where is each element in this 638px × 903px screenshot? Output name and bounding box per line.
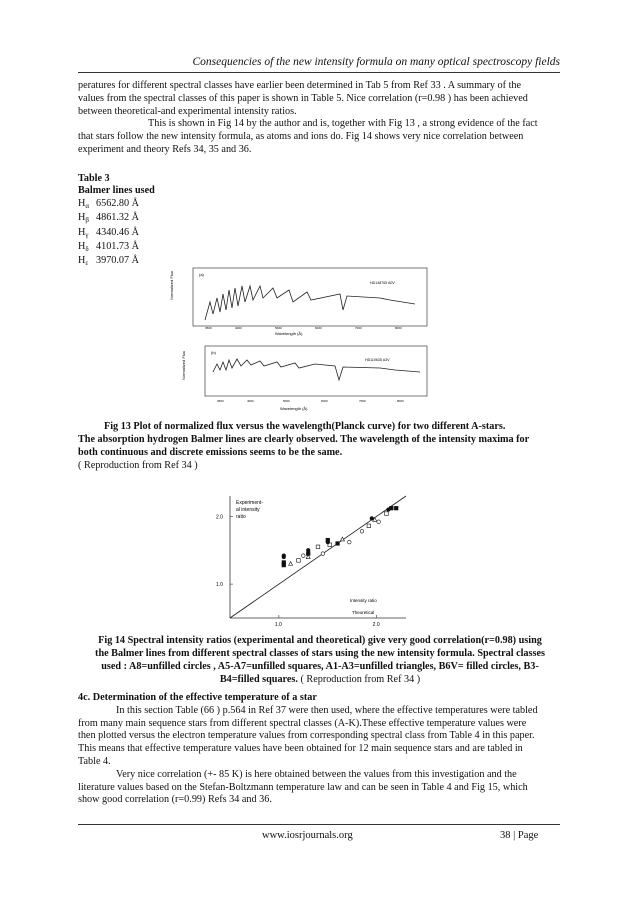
data-point <box>321 552 325 556</box>
balmer-line-symbol: H <box>78 212 86 224</box>
legend-line: Experiment- <box>236 500 263 506</box>
panel-a-xlabel: Wavelength (Å) <box>275 331 303 336</box>
data-point <box>370 517 374 521</box>
balmer-line-symbol: H <box>78 226 86 238</box>
balmer-line-subscript: γ <box>85 230 89 239</box>
balmer-line-subscript: β <box>85 216 89 225</box>
table-row <box>78 212 155 226</box>
data-point <box>394 506 398 510</box>
panel-a-tag: (a) <box>199 272 204 277</box>
data-point <box>367 524 371 528</box>
text-line: peratures for different spectral classes have earlier been determined in Tab 5 from Ref 33 . A summary of the <box>78 80 522 91</box>
text-line: Very nice correlation (+- 85 K) is here obtained between the values from this investigation and the <box>116 768 517 780</box>
caption-line: the Balmer lines from different spectral classes of stars using the new intensity formula. Spectral classes <box>95 648 545 659</box>
text-line: literature values based on the Stefan-Boltzmann temperature law and can be seen in Table 4 and Fig 15, which <box>78 781 528 793</box>
text-line: between theoretical-and experimental intensity ratios. <box>78 105 297 117</box>
intro-paragraph <box>78 80 562 157</box>
fig13-panel-b <box>181 346 427 411</box>
text-line: values from the spectral classes of this paper is shown in Table 5. Nice correlation (r=0.98 ) has been achieved <box>78 92 528 104</box>
x-tick-label: 1.0 <box>274 622 282 628</box>
tick-label: 6000 <box>315 326 322 330</box>
x-axis-label: Theoretical <box>352 610 375 615</box>
caption-line: The absorption hydrogen Balmer lines are clearly observed. The wavelength of the intensity maxima for <box>78 434 530 445</box>
data-point <box>326 538 330 542</box>
legend-line: ratio <box>236 514 246 520</box>
balmer-line-subscript: δ <box>85 245 89 254</box>
panel-b-xlabel: Wavelength (Å) <box>280 406 308 411</box>
header-rule <box>78 72 560 73</box>
fig13-caption <box>78 420 562 472</box>
data-point <box>306 552 310 556</box>
balmer-line-subscript: ε <box>85 259 89 268</box>
text-line: that stars follow the new intensity formula, as atoms and ions do. Fig 14 shows very nice correlation between <box>78 131 524 143</box>
y-tick-label: 2.0 <box>216 514 223 521</box>
table-row <box>78 255 155 269</box>
data-point <box>316 545 320 549</box>
balmer-wavelength: 3970.07 Å <box>96 255 140 267</box>
tick-label: 3500 <box>205 326 212 330</box>
data-point <box>282 563 286 567</box>
panel-a-spectrum-line <box>205 286 415 320</box>
running-header: Consequencies of the new intensity formula on many optical spectroscopy fields <box>192 56 560 68</box>
section-4c <box>78 692 562 807</box>
chart-background <box>200 490 412 630</box>
data-point <box>302 554 306 558</box>
tick-label: 7000 <box>359 399 366 403</box>
panel-b-ylabel: Normalized Flux <box>181 351 186 380</box>
text-line: Table 4. <box>78 755 111 767</box>
caption-line: Fig 14 Spectral intensity ratios (experimental and theoretical) give very good correlation(r=0.98) using <box>98 635 542 646</box>
caption-line: used : A8=unfilled circles , A5-A7=unfilled squares, A1-A3=unfilled triangles, B6V= filled circles, B3- <box>101 661 539 672</box>
panel-a-ylabel: Normalized Flux <box>169 271 174 300</box>
x-tick-label: 2.0 <box>372 622 380 628</box>
balmer-wavelength: 4861.32 Å <box>96 212 140 224</box>
text-line: This is shown in Fig 14 by the author and is, together with Fig 13 , a strong evidence of the fact <box>148 118 538 130</box>
data-point <box>377 520 381 524</box>
caption-reference: ( Reproduction from Ref 34 ) <box>300 674 421 685</box>
text-line: show good correlation (r=0.99) Refs 34 and 36. <box>78 794 272 806</box>
data-point <box>306 548 310 552</box>
fig14-caption <box>78 634 562 686</box>
x-axis-label: Intensity ratio <box>350 598 377 603</box>
text-line: from many main sequence stars from different spectral classes (A-K).These effective temperature values were <box>78 717 527 729</box>
footer-page-number: 38 | Page <box>500 830 539 841</box>
tick-label: 4000 <box>247 399 254 403</box>
panel-b-star-label: HD110635 A3V <box>365 358 390 362</box>
data-point <box>347 540 351 544</box>
balmer-wavelength: 6562.80 Å <box>96 197 140 209</box>
data-point <box>336 542 340 546</box>
panel-b-spectrum-line <box>213 359 420 380</box>
balmer-wavelength: 4340.46 Å <box>96 226 140 238</box>
text-line: then plotted versus the electron temperature values from corresponding spectral class from Table 4 in this paper. <box>78 730 535 742</box>
text-line: experiment and theory Refs 34, 35 and 36. <box>78 143 252 155</box>
tick-label: 8000 <box>395 326 402 330</box>
y-tick-label: 1.0 <box>216 582 223 589</box>
balmer-line-symbol: H <box>78 241 86 253</box>
table-title: Table 3 <box>78 173 110 184</box>
panel-a-star-label: HD148705 A0V <box>370 281 395 285</box>
legend-line: al intensity <box>236 507 260 513</box>
footer-site: www.iosrjournals.org <box>262 830 353 841</box>
tick-label: 4000 <box>235 326 242 330</box>
section-heading: 4c. Determination of the effective temperature of a star <box>78 692 317 703</box>
caption-line: ( Reproduction from Ref 34 ) <box>78 460 198 471</box>
caption-segment: B4=filled squares. <box>219 674 298 685</box>
caption-line <box>78 673 562 686</box>
balmer-wavelength: 4101.73 Å <box>96 241 140 253</box>
table-3 <box>78 173 155 270</box>
balmer-line-subscript: α <box>85 201 90 210</box>
caption-line: Fig 13 Plot of normalized flux versus the wavelength(Planck curve) for two different A-stars. <box>104 421 506 432</box>
text-line: In this section Table (66 ) p.564 in Ref 37 were then used, where the effective temperatures were tabled <box>116 704 538 716</box>
panel-b-tag: (b) <box>211 350 216 355</box>
table-row <box>78 198 155 212</box>
table-subtitle: Balmer lines used <box>78 185 155 197</box>
tick-label: 8000 <box>397 399 404 403</box>
table-row <box>78 241 155 255</box>
table-row <box>78 227 155 241</box>
panel-frame <box>205 346 427 396</box>
data-point <box>297 559 301 563</box>
balmer-line-symbol: H <box>78 255 86 267</box>
data-point <box>390 506 394 510</box>
text-line: This means that effective temperature values have been obtained for 12 main sequence stars and are tabled in <box>78 743 523 755</box>
data-point <box>360 529 364 533</box>
data-point <box>282 555 286 559</box>
tick-label: 3500 <box>217 399 224 403</box>
tick-label: 7000 <box>355 326 362 330</box>
footer-rule <box>78 824 560 825</box>
fig13-panel-a <box>169 268 427 336</box>
tick-label: 5000 <box>275 326 282 330</box>
tick-label: 5000 <box>283 399 290 403</box>
fig13-spectra-figure <box>165 262 435 414</box>
fig14-scatter-chart <box>200 490 412 630</box>
caption-line: both continuous and discrete emissions seems to be the same. <box>78 447 343 458</box>
tick-label: 6000 <box>321 399 328 403</box>
balmer-line-symbol: H <box>78 197 86 209</box>
data-point <box>385 512 389 516</box>
